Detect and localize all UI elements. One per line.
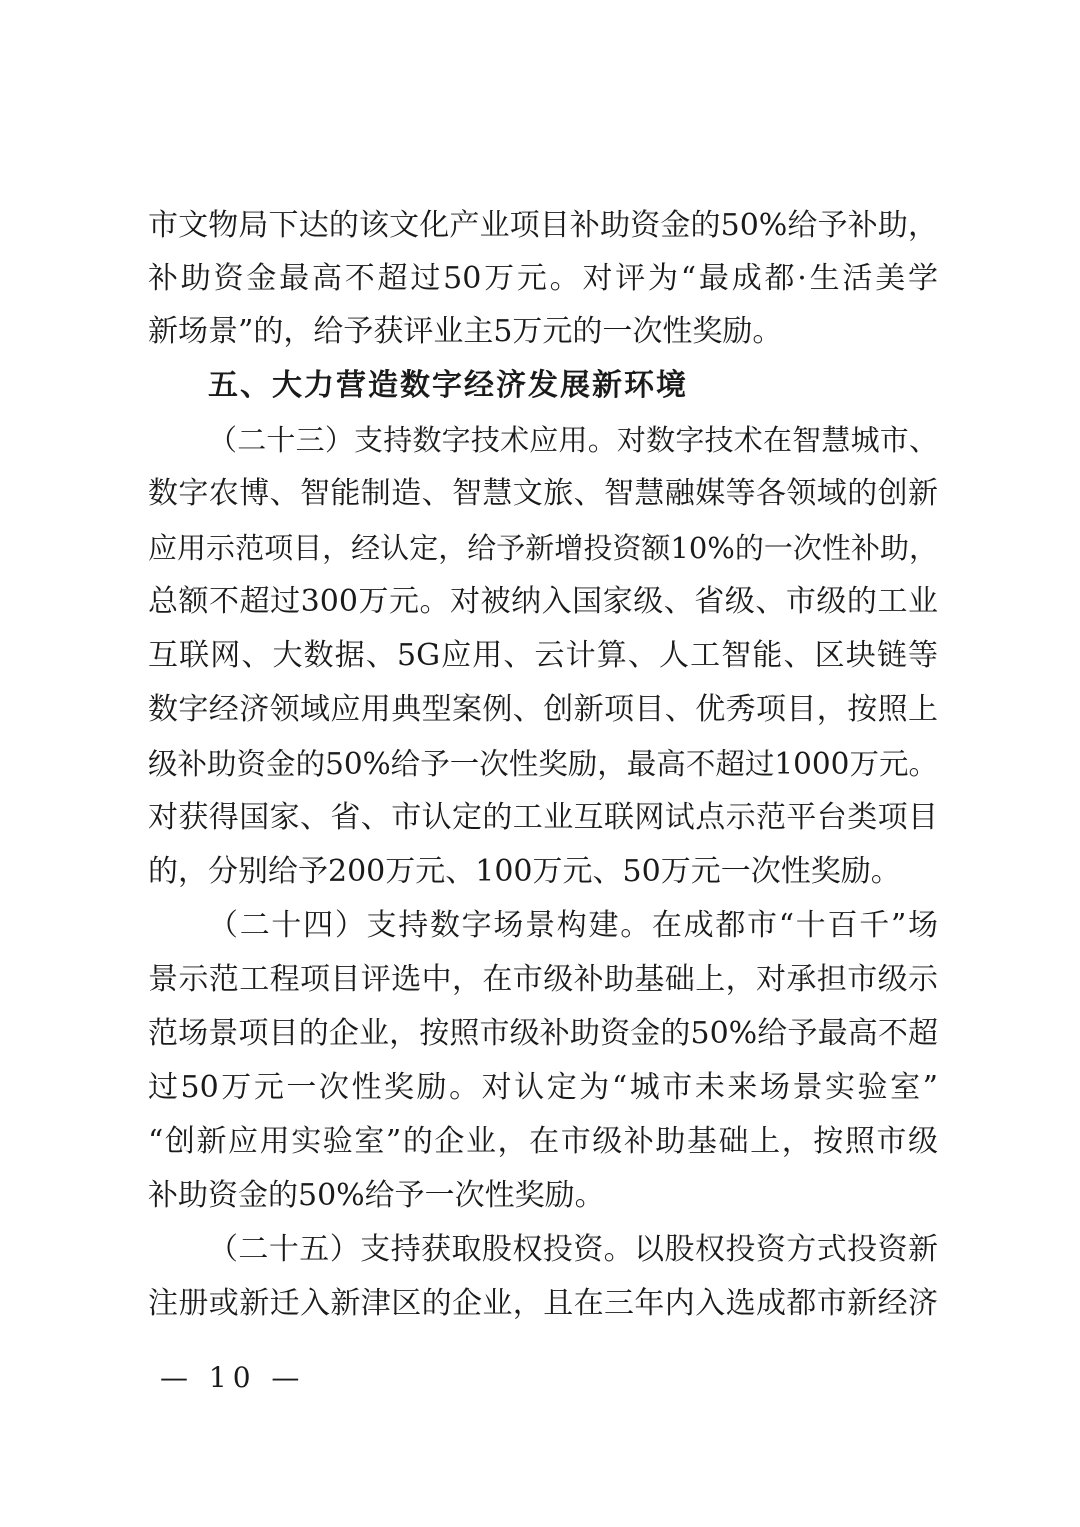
body-line: 互联网、大数据、5G应用、云计算、人工智能、区块链等 bbox=[148, 638, 938, 673]
body-line: 景示范工程项目评选中，在市级补助基础上，对承担市级示 bbox=[148, 962, 938, 997]
paragraph-first-line: （二十三）支持数字技术应用。对数字技术在智慧城市、 bbox=[208, 423, 938, 457]
page-number: — 10 — bbox=[160, 1361, 306, 1394]
body-line: 注册或新迁入新津区的企业，且在三年内入选成都市新经济 bbox=[148, 1286, 938, 1321]
body-line: 应用示范项目，经认定，给予新增投资额10%的一次性补助， bbox=[148, 531, 938, 565]
paragraph-first-line: （二十五）支持获取股权投资。以股权投资方式投资新 bbox=[208, 1232, 938, 1267]
body-line: 级补助资金的50%给予一次性奖励，最高不超过1000万元。 bbox=[148, 747, 938, 781]
body-line: “创新应用实验室”的企业，在市级补助基础上，按照市级 bbox=[148, 1124, 938, 1159]
section-heading: 五、大力营造数字经济发展新环境 bbox=[208, 368, 688, 403]
body-line: 的，分别给予200万元、100万元、50万元一次性奖励。 bbox=[148, 854, 901, 889]
body-line: 新场景”的，给予获评业主5万元的一次性奖励。 bbox=[148, 314, 783, 349]
body-line: 总额不超过300万元。对被纳入国家级、省级、市级的工业 bbox=[148, 584, 938, 619]
body-line: 过50万元一次性奖励。对认定为“城市未来场景实验室” bbox=[148, 1070, 938, 1105]
body-line: 数字农博、智能制造、智慧文旅、智慧融媒等各领域的创新 bbox=[148, 476, 938, 511]
paragraph-first-line: （二十四）支持数字场景构建。在成都市“十百千”场 bbox=[208, 908, 938, 943]
body-line: 补助资金的50%给予一次性奖励。 bbox=[148, 1178, 605, 1213]
body-line: 数字经济领域应用典型案例、创新项目、优秀项目，按照上 bbox=[148, 692, 938, 727]
body-line: 补助资金最高不超过50万元。对评为“最成都·生活美学 bbox=[148, 261, 938, 296]
body-line: 对获得国家、省、市认定的工业互联网试点示范平台类项目 bbox=[148, 800, 938, 835]
body-line: 范场景项目的企业，按照市级补助资金的50%给予最高不超 bbox=[148, 1016, 938, 1051]
body-line: 市文物局下达的该文化产业项目补助资金的50%给予补助， bbox=[148, 208, 938, 243]
